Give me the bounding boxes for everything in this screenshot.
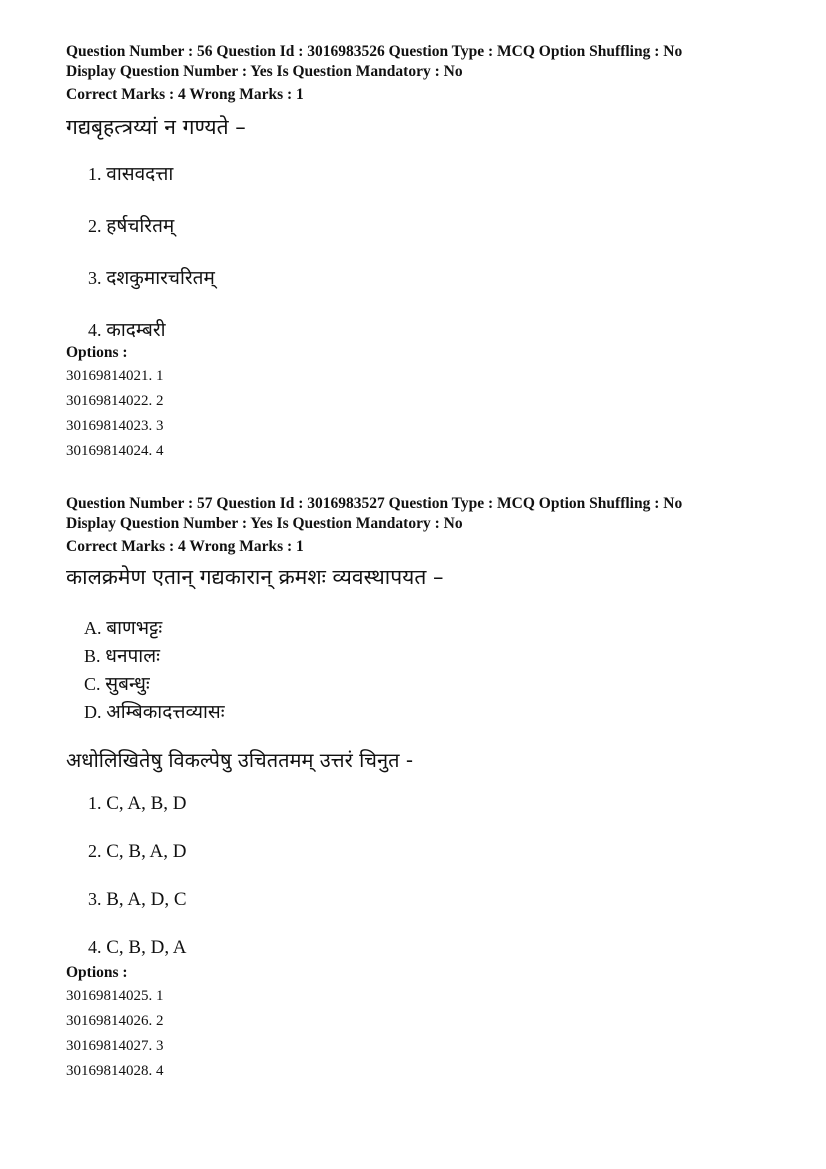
- q56-choice-2: [88, 212, 174, 238]
- q57-choice-3: [88, 889, 187, 911]
- statement-text: बाणभट्टः: [106, 617, 163, 639]
- q57-choice-2: [88, 841, 187, 863]
- choice-number: 2.: [88, 841, 102, 861]
- statement-text: अम्बिकादत्तव्यासः: [106, 701, 225, 723]
- q56-choice-1: [88, 160, 173, 186]
- q57-choice-4: [88, 937, 187, 959]
- choice-number: 3.: [88, 889, 102, 909]
- q57-statement-b: [84, 642, 160, 668]
- q57-instruction: अधोलिखितेषु विकल्पेषु उचिततमम् उत्तरं चिनुत -: [66, 748, 414, 772]
- q56-question-text: गद्यबृहत्त्रय्यां न गण्यते –: [66, 115, 246, 139]
- q57-option-id: 30169814027. 3: [66, 1038, 164, 1054]
- choice-text: कादम्बरी: [106, 319, 166, 341]
- q57-option-id: 30169814025. 1: [66, 988, 164, 1004]
- q56-choice-4: [88, 316, 166, 342]
- choice-number: 1.: [88, 793, 102, 813]
- choice-text: दशकुमारचरितम्: [106, 267, 215, 289]
- q56-option-id: 30169814023. 3: [66, 418, 164, 434]
- statement-text: धनपालः: [105, 645, 160, 667]
- q56-option-id: 30169814022. 2: [66, 393, 164, 409]
- statement-key: C.: [84, 674, 101, 694]
- q57-statement-c: [84, 670, 150, 696]
- choice-text: हर्षचरितम्: [106, 215, 175, 237]
- q57-question-text: कालक्रमेण एतान् गद्यकारान् क्रमशः व्यवस्थापयत –: [66, 565, 444, 589]
- q57-statement-a: [84, 614, 162, 640]
- q56-option-id: 30169814021. 1: [66, 368, 164, 384]
- q57-meta-line2: Display Question Number : Yes Is Question Mandatory : No: [66, 515, 463, 532]
- choice-number: 1.: [88, 164, 102, 184]
- choice-number: 4.: [88, 937, 102, 957]
- choice-text: वासवदत्ता: [106, 163, 174, 185]
- statement-key: B.: [84, 646, 101, 666]
- statement-key: A.: [84, 618, 102, 638]
- q56-meta-line2: Display Question Number : Yes Is Question Mandatory : No: [66, 63, 463, 80]
- q56-option-id: 30169814024. 4: [66, 443, 164, 459]
- q56-meta-line3: Correct Marks : 4 Wrong Marks : 1: [66, 86, 304, 103]
- q57-statement-d: [84, 698, 225, 724]
- q56-choice-3: [88, 264, 215, 290]
- choice-number: 4.: [88, 320, 102, 340]
- choice-text: C, A, B, D: [106, 793, 187, 814]
- q56-meta-line1: Question Number : 56 Question Id : 3016983526 Question Type : MCQ Option Shuffling : No: [66, 43, 683, 60]
- q57-meta-line1: Question Number : 57 Question Id : 3016983527 Question Type : MCQ Option Shuffling : No: [66, 495, 683, 512]
- choice-number: 3.: [88, 268, 102, 288]
- q57-meta-line3: Correct Marks : 4 Wrong Marks : 1: [66, 538, 304, 555]
- q57-options-label: Options :: [66, 964, 128, 981]
- q56-options-label: Options :: [66, 344, 128, 361]
- choice-text: C, B, A, D: [106, 841, 187, 862]
- choice-text: C, B, D, A: [106, 937, 187, 958]
- q57-option-id: 30169814028. 4: [66, 1063, 164, 1079]
- choice-text: B, A, D, C: [106, 889, 187, 910]
- q57-choice-1: [88, 793, 187, 815]
- statement-key: D.: [84, 702, 102, 722]
- q57-option-id: 30169814026. 2: [66, 1013, 164, 1029]
- choice-number: 2.: [88, 216, 102, 236]
- statement-text: सुबन्धुः: [105, 673, 150, 695]
